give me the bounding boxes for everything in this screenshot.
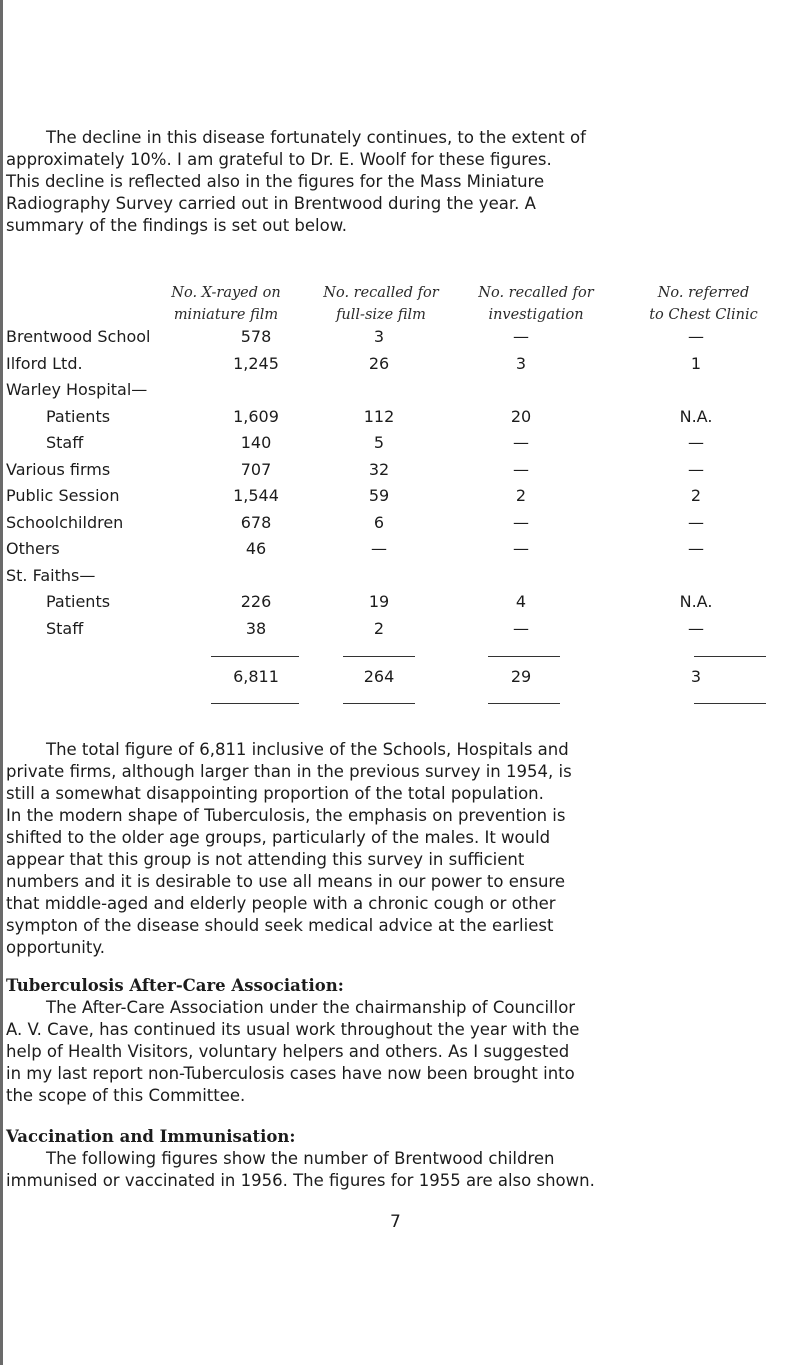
paragraph-line: In the modern shape of Tuberculosis, the emphasis on prevention is <box>6 806 566 825</box>
table-row <box>6 538 796 560</box>
page-number: 7 <box>390 1212 401 1232</box>
paragraph-line: the scope of this Committee. <box>6 1086 246 1105</box>
value-xrayed: 707 <box>240 459 272 479</box>
paragraph-line: immunised or vaccinated in 1956. The figures for 1955 are also shown. <box>6 1171 595 1190</box>
value-xrayed: 578 <box>240 327 272 346</box>
value-xrayed: 226 <box>240 592 272 611</box>
intro-paragraph <box>6 127 776 237</box>
total-recalled-investigation: 29 <box>510 667 532 686</box>
value-recalled-investigation: — <box>513 459 529 479</box>
paragraph-line: The After-Care Association under the chairmanship of Councillor <box>46 998 576 1017</box>
value-xrayed: 1,544 <box>233 486 279 505</box>
paragraph-line: private firms, although larger than in the previous survey in 1954, is <box>6 762 572 781</box>
value-recalled-investigation: — <box>513 539 529 558</box>
column-header-recalled-investigation <box>461 282 611 326</box>
value-recalled-full-size: 59 <box>368 486 390 505</box>
total-rule-bottom <box>694 703 766 704</box>
row-label: Patients <box>46 406 111 426</box>
value-referred: — <box>688 618 704 638</box>
column-header-referred-chest-clinic <box>626 282 781 326</box>
value-recalled-full-size: — <box>371 539 387 558</box>
header-line: No. recalled for <box>478 285 594 301</box>
row-label: Public Session <box>6 486 120 505</box>
value-referred: — <box>688 433 704 452</box>
paragraph-line: The following figures show the number of Brentwood children <box>46 1149 555 1168</box>
value-recalled-full-size: 2 <box>373 618 385 638</box>
total-rule-top <box>488 656 560 657</box>
value-recalled-investigation: — <box>513 433 529 452</box>
paragraph-line: still a somewhat disappointing proportion of the total population. <box>6 784 544 803</box>
value-recalled-full-size: 112 <box>363 406 395 426</box>
intro-line: summary of the findings is set out below. <box>6 216 347 235</box>
page-edge-rule <box>0 0 3 1365</box>
value-referred: — <box>688 459 704 479</box>
value-referred: — <box>688 327 704 346</box>
row-label: Schoolchildren <box>6 512 124 532</box>
value-referred: N.A. <box>679 406 713 426</box>
header-line: No. referred <box>657 285 750 301</box>
value-recalled-full-size: 6 <box>373 512 385 532</box>
value-xrayed: 1,609 <box>233 406 279 426</box>
total-rule-top <box>343 656 415 657</box>
value-recalled-investigation: 3 <box>515 353 527 373</box>
header-line: to Chest Clinic <box>649 307 758 323</box>
table-row <box>6 432 796 454</box>
total-rule-bottom <box>211 703 299 704</box>
paragraph-line: opportunity. <box>6 938 106 957</box>
intro-line: The decline in this disease fortunately continues, to the extent of <box>46 128 586 147</box>
row-label: Staff <box>46 433 84 452</box>
value-xrayed: 1,245 <box>233 353 279 373</box>
table-row <box>6 485 796 507</box>
section-heading: Tuberculosis After-Care Association: <box>6 976 344 995</box>
value-recalled-investigation: 2 <box>515 486 527 505</box>
value-referred: N.A. <box>679 592 713 611</box>
value-xrayed: 140 <box>240 433 272 452</box>
value-recalled-full-size: 3 <box>373 327 385 346</box>
value-referred: 2 <box>690 486 702 505</box>
intro-line: This decline is reflected also in the figures for the Mass Miniature <box>6 172 545 191</box>
paragraph-line: help of Health Visitors, voluntary helpers and others. As I suggested <box>6 1042 570 1061</box>
table-row <box>6 353 796 375</box>
paragraph-line: The total figure of 6,811 inclusive of the Schools, Hospitals and <box>46 740 569 759</box>
total-rule-top <box>694 656 766 657</box>
vaccination-section <box>6 1126 776 1192</box>
total-rule-bottom <box>343 703 415 704</box>
table-row <box>6 406 796 428</box>
table-row <box>6 459 796 481</box>
value-recalled-investigation: 4 <box>515 592 527 611</box>
value-referred: — <box>688 539 704 558</box>
section-heading: Vaccination and Immunisation: <box>6 1127 296 1146</box>
value-referred: — <box>688 512 704 532</box>
header-line: full-size film <box>336 307 426 323</box>
total-xrayed: 6,811 <box>233 667 279 686</box>
header-line: investigation <box>488 307 584 323</box>
findings-paragraph <box>6 739 776 959</box>
row-label: Patients <box>46 592 111 611</box>
row-label: Ilford Ltd. <box>6 353 83 373</box>
paragraph-line: appear that this group is not attending this survey in sufficient <box>6 850 525 869</box>
row-label: Others <box>6 539 60 558</box>
value-recalled-investigation: — <box>513 618 529 638</box>
value-referred: 1 <box>690 353 702 373</box>
value-xrayed: 46 <box>245 539 267 558</box>
paragraph-line: in my last report non-Tuberculosis cases have now been brought into <box>6 1064 575 1083</box>
total-referred: 3 <box>690 667 702 686</box>
value-xrayed: 678 <box>240 512 272 532</box>
row-label: Various firms <box>6 459 111 479</box>
value-recalled-investigation: — <box>513 327 529 346</box>
header-line: No. X-rayed on <box>171 285 281 301</box>
value-recalled-full-size: 19 <box>368 592 390 611</box>
row-label: Warley Hospital— <box>6 380 148 399</box>
table-row <box>6 618 796 640</box>
intro-line: approximately 10%. I am grateful to Dr. E. Woolf for these figures. <box>6 150 552 169</box>
paragraph-line: A. V. Cave, has continued its usual work throughout the year with the <box>6 1020 580 1039</box>
table-row <box>6 512 796 534</box>
column-header-recalled-full-size <box>306 282 456 326</box>
total-recalled-full-size: 264 <box>363 667 395 686</box>
paragraph-line: sympton of the disease should seek medical advice at the earliest <box>6 916 554 935</box>
table-row <box>6 565 796 587</box>
paragraph-line: shifted to the older age groups, particularly of the males. It would <box>6 828 551 847</box>
row-label: St. Faiths— <box>6 565 96 585</box>
paragraph-line: numbers and it is desirable to use all means in our power to ensure <box>6 872 565 891</box>
value-recalled-full-size: 26 <box>368 353 390 373</box>
total-rule-top <box>211 656 299 657</box>
row-label: Staff <box>46 618 84 638</box>
value-xrayed: 38 <box>245 618 267 638</box>
paragraph-line: that middle-aged and elderly people with a chronic cough or other <box>6 894 556 913</box>
totals-row <box>6 666 796 688</box>
value-recalled-full-size: 5 <box>373 433 385 452</box>
header-line: miniature film <box>173 307 279 323</box>
value-recalled-full-size: 32 <box>368 459 390 479</box>
row-label: Brentwood School <box>6 327 151 346</box>
value-recalled-investigation: — <box>513 512 529 532</box>
table-row <box>6 591 796 613</box>
column-header-xrayed <box>161 282 291 326</box>
table-row <box>6 379 796 401</box>
total-rule-bottom <box>488 703 560 704</box>
value-recalled-investigation: 20 <box>510 406 532 426</box>
header-line: No. recalled for <box>323 285 439 301</box>
intro-line: Radiography Survey carried out in Brentwood during the year. A <box>6 194 536 213</box>
after-care-section <box>6 975 776 1107</box>
table-row <box>6 326 796 348</box>
